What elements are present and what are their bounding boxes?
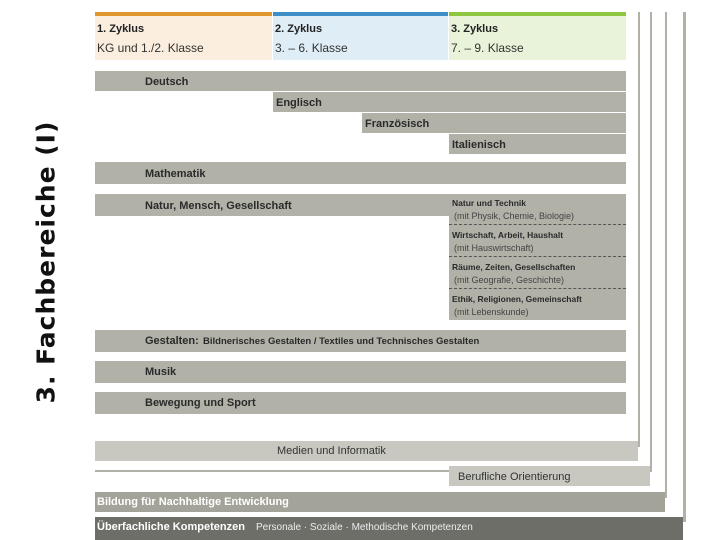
band-nmg-split — [449, 194, 626, 320]
subject-label: Gestalten: — [145, 335, 199, 347]
subject-label: Italienisch — [452, 139, 506, 151]
phase-header-1 — [95, 12, 272, 60]
subject-label: Französisch — [365, 118, 430, 130]
subject-label: Mathematik — [145, 168, 206, 180]
cross-detail: Personale · Soziale · Methodische Kompetenzen — [256, 522, 473, 533]
band-gestalten — [95, 330, 626, 352]
phase-header-2 — [273, 12, 448, 60]
phase-bar-2 — [273, 12, 448, 16]
subject-label: Deutsch — [145, 76, 189, 88]
band-italienisch — [449, 134, 626, 154]
page-title: 3. Fachbereiche (I) — [31, 120, 61, 404]
band-deutsch — [95, 71, 626, 91]
cross-label: Medien und Informatik — [277, 445, 386, 457]
band-nmg — [95, 194, 449, 216]
nmg-subject-detail: (mit Hauswirtschaft) — [454, 243, 534, 253]
subject-label: Musik — [145, 366, 177, 378]
phase-grade: KG und 1./2. Klasse — [97, 41, 204, 55]
dotted-divider — [449, 256, 626, 257]
band-berufliche — [449, 466, 650, 486]
dotted-divider — [449, 224, 626, 225]
nmg-subject-name: Wirtschaft, Arbeit, Haushalt — [452, 230, 564, 240]
band-franzoesisch — [362, 113, 626, 133]
phase-name: 1. Zyklus — [97, 23, 145, 35]
phase-grade: 3. – 6. Klasse — [275, 41, 348, 55]
cross-label: Berufliche Orientierung — [458, 471, 571, 483]
band-musik — [95, 361, 626, 383]
nmg-subject-detail: (mit Geografie, Geschichte) — [454, 275, 565, 285]
nmg-subject-name: Natur und Technik — [452, 198, 526, 208]
dotted-divider — [449, 288, 626, 289]
phase-bar-3 — [449, 12, 626, 16]
band-englisch — [273, 92, 626, 112]
nmg-subject-detail: (mit Physik, Chemie, Biologie) — [454, 211, 575, 221]
phase-name: 3. Zyklus — [451, 23, 499, 35]
band-ueberfachlich — [95, 517, 683, 540]
band-bne — [95, 492, 665, 512]
cross-label: Bildung für Nachhaltige Entwicklung — [97, 496, 289, 508]
subject-label: Bewegung und Sport — [145, 397, 256, 409]
band-mathematik — [95, 162, 626, 184]
phase-header-3 — [449, 12, 626, 60]
band-medien — [95, 441, 638, 461]
cross-label: Überfachliche Kompetenzen — [97, 521, 245, 533]
phase-name: 2. Zyklus — [275, 23, 323, 35]
nmg-subject-name: Ethik, Religionen, Gemeinschaft — [452, 294, 582, 304]
subject-label: Natur, Mensch, Gesellschaft — [145, 200, 292, 212]
phase-grade: 7. – 9. Klasse — [451, 41, 524, 55]
nmg-subject-detail: (mit Lebenskunde) — [454, 307, 529, 317]
page-title-area — [4, 12, 88, 512]
nmg-subject-name: Räume, Zeiten, Gesellschaften — [452, 262, 576, 272]
subject-label: Englisch — [276, 97, 322, 109]
subject-detail: Bildnerisches Gestalten / Textiles und Technisches Gestalten — [203, 336, 480, 347]
band-sport — [95, 392, 626, 414]
phase-bar-1 — [95, 12, 272, 16]
